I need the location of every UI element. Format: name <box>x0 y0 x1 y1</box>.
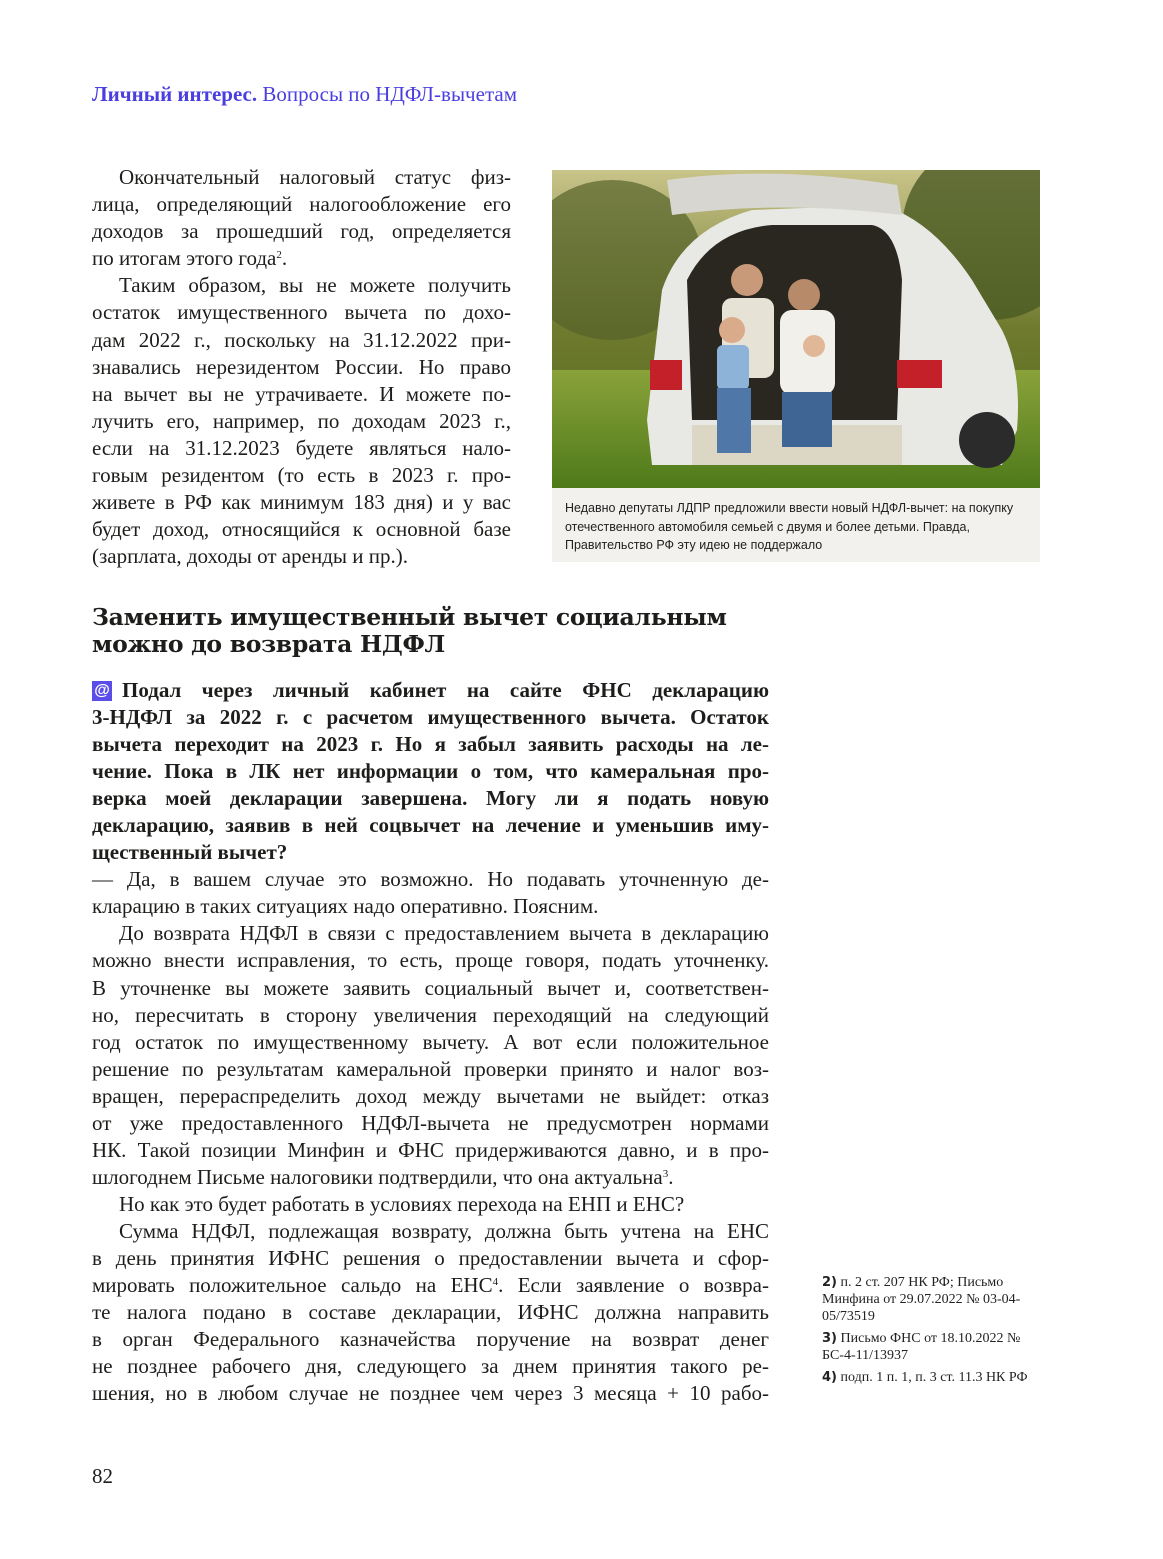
left-column-text <box>92 164 511 570</box>
line-text: кларацию в таких ситуациях надо оперативно. Поясним. <box>92 894 599 919</box>
text-line <box>92 975 769 1002</box>
text-line <box>92 164 511 191</box>
line-text: живете в РФ как минимум 183 дня) и у вас <box>92 490 511 515</box>
caption-line: Недавно депутаты ЛДПР предложили ввести новый НДФЛ-вычет: на покупку <box>565 501 1014 515</box>
line-text: чение. Пока в ЛК нет информации о том, что камеральная про- <box>92 759 769 784</box>
text-line <box>92 1245 769 1272</box>
text-line <box>92 1110 769 1137</box>
text-line <box>92 1164 769 1191</box>
footnotes <box>822 1274 1042 1391</box>
text-line <box>92 435 511 462</box>
text-line <box>92 516 511 543</box>
line-text: . <box>668 1164 674 1189</box>
line-text: на вычет вы не утрачиваете. И можете по- <box>92 381 511 406</box>
line-text: В уточненке вы можете заявить социальный вычет и, соответствен- <box>92 975 769 1000</box>
text-line <box>92 354 511 381</box>
line-text: те налога подано в составе декларации, ИФНС должна направить <box>92 1300 769 1325</box>
footnote-text: Письмо ФНС от 18.10.2022 № БС-4-11/13937 <box>822 1331 1021 1363</box>
text-line <box>92 1272 769 1299</box>
line-text: остаток имущественного вычета по дохо- <box>92 300 511 325</box>
line-text: . Если заявление о возвра- <box>498 1273 769 1298</box>
text-line <box>92 1299 769 1326</box>
footnote-number: 2) <box>822 1275 837 1290</box>
heading-line: Заменить имущественный вычет социальным <box>92 603 727 631</box>
caption-line: отечественного автомобиля семьей с двумя и более детьми. Правда, <box>565 519 970 534</box>
text-line <box>92 381 511 408</box>
text-line <box>92 543 511 570</box>
text-line <box>92 839 769 866</box>
section-heading <box>92 604 772 658</box>
running-header <box>92 82 517 107</box>
text-line <box>92 299 511 326</box>
line-text: но, пересчитать в сторону увеличения переходящий на следующий <box>92 1002 769 1027</box>
text-line <box>92 785 769 812</box>
line-text: Но как это будет работать в условиях перехода на ЕНП и ЕНС? <box>119 1191 685 1216</box>
text-line <box>92 1326 769 1353</box>
line-text: вычета переходит на 2023 г. Но я забыл заявить расходы на ле- <box>92 732 769 757</box>
text-line <box>92 758 769 785</box>
text-line <box>92 1353 769 1380</box>
line-text: знавались нерезидентом России. Но право <box>92 354 511 379</box>
text-line <box>92 677 769 704</box>
text-line <box>92 1137 769 1164</box>
line-text: — Да, в вашем случае это возможно. Но подавать уточненную де- <box>92 867 769 892</box>
page-number: 82 <box>92 1464 113 1488</box>
text-line <box>92 327 511 354</box>
text-line <box>92 462 511 489</box>
text-line <box>92 1380 769 1407</box>
footnote-3 <box>822 1330 1042 1364</box>
line-text: Таким образом, вы не можете получить <box>119 273 511 298</box>
line-text: говым резидентом (то есть в 2023 г. про- <box>92 463 511 488</box>
line-text: декларацию, заявив в ней соцвычет на лечение и уменьшив иму- <box>92 813 769 838</box>
text-line <box>92 245 511 272</box>
line-text: решение по результатам камеральной проверки принято и налог воз- <box>92 1056 769 1081</box>
at-sign-icon: @ <box>92 681 112 701</box>
line-text: не позднее рабочего дня, следующего за днем принятия такого ре- <box>92 1354 769 1379</box>
footnote-ref: 4 <box>492 1276 499 1289</box>
line-text: лица, определяющий налогообложение его <box>92 192 511 217</box>
text-line <box>92 812 769 839</box>
footnote-2 <box>822 1274 1042 1325</box>
footnote-4 <box>822 1369 1042 1386</box>
line-text: в день принятия ИФНС решения о предоставлении вычета и сфор- <box>92 1245 769 1270</box>
footnote-ref: 2 <box>276 249 282 262</box>
line-text: шения, но в любом случае не позднее чем через 3 месяца + 10 рабо- <box>92 1381 769 1406</box>
line-text: год остаток по имущественному вычету. А вот если положительное <box>92 1029 769 1054</box>
photo-caption <box>552 488 1040 562</box>
photo-illustration <box>552 170 1040 488</box>
line-text: 3-НДФЛ за 2022 г. с расчетом имущественного вычета. Остаток <box>92 705 769 730</box>
line-text: верка моей декларации завершена. Могу ли я подать новую <box>92 786 769 811</box>
section-name: Личный интерес. <box>92 82 258 106</box>
text-line <box>92 893 769 920</box>
section-topic: Вопросы по НДФЛ-вычетам <box>262 82 517 106</box>
line-text: если на 31.12.2023 будете являться нало- <box>92 435 511 460</box>
line-text: по итогам этого года <box>92 246 277 271</box>
line-text: . <box>281 246 288 271</box>
text-line <box>92 731 769 758</box>
text-line <box>92 489 511 516</box>
footnote-ref: 3 <box>662 1167 669 1180</box>
line-text: мировать положительное сальдо на ЕНС <box>92 1273 493 1298</box>
caption-line: Правительство РФ эту идею не поддержало <box>565 538 823 552</box>
line-text: будет доход, относящийся к основной базе <box>92 517 511 542</box>
qa-body-text <box>92 677 769 1407</box>
line-text: До возврата НДФЛ в связи с предоставлением вычета в декларацию <box>119 921 769 946</box>
line-text: щественный вычет? <box>92 840 288 865</box>
heading-line: можно до возврата НДФЛ <box>92 630 445 658</box>
text-line <box>92 866 769 893</box>
line-text: Подал через личный кабинет на сайте ФНС декларацию <box>122 678 769 702</box>
text-line <box>92 1056 769 1083</box>
line-text: в орган Федерального казначейства поручение на возврат денег <box>92 1327 769 1352</box>
line-text: шлогоднем Письме налоговики подтвердили, что она актуальна <box>92 1164 663 1189</box>
line-text: дам 2022 г., поскольку на 31.12.2022 при- <box>92 327 511 352</box>
text-line <box>92 1029 769 1056</box>
line-text: Окончательный налоговый статус физ- <box>119 165 511 189</box>
footnote-text: п. 2 ст. 207 НК РФ; Письмо Минфина от 29.07.2022 № 03-04-05/73519 <box>822 1275 1021 1324</box>
text-line <box>92 408 511 435</box>
text-line <box>92 272 511 299</box>
line-text: вращен, перераспределить доход между вычетами не выйдет: отказ <box>92 1083 769 1108</box>
text-line <box>92 191 511 218</box>
text-line <box>92 1218 769 1245</box>
family-car-photo <box>552 170 1040 488</box>
line-text: можно внести исправления, то есть, проще говоря, подать уточненку. <box>92 948 769 973</box>
footnote-number: 4) <box>822 1370 837 1385</box>
footnote-text: подп. 1 п. 1, п. 3 ст. 11.3 НК РФ <box>840 1370 1028 1385</box>
footnote-number: 3) <box>822 1331 837 1346</box>
line-text: НК. Такой позиции Минфин и ФНС придерживаются давно, и в про- <box>92 1137 769 1162</box>
text-line <box>92 920 769 947</box>
line-text: Сумма НДФЛ, подлежащая возврату, должна быть учтена на ЕНС <box>119 1218 769 1243</box>
line-text: от уже предоставленного НДФЛ-вычета не предусмотрен нормами <box>92 1110 769 1135</box>
text-line <box>92 1083 769 1110</box>
text-line <box>92 704 769 731</box>
text-line <box>92 218 511 245</box>
text-line <box>92 947 769 974</box>
line-text: лучить его, например, по доходам 2023 г., <box>92 408 511 433</box>
text-line <box>92 1002 769 1029</box>
line-text: (зарплата, доходы от аренды и пр.). <box>92 544 408 569</box>
text-line <box>92 1191 769 1218</box>
line-text: доходов за прошедший год, определяется <box>92 219 511 244</box>
